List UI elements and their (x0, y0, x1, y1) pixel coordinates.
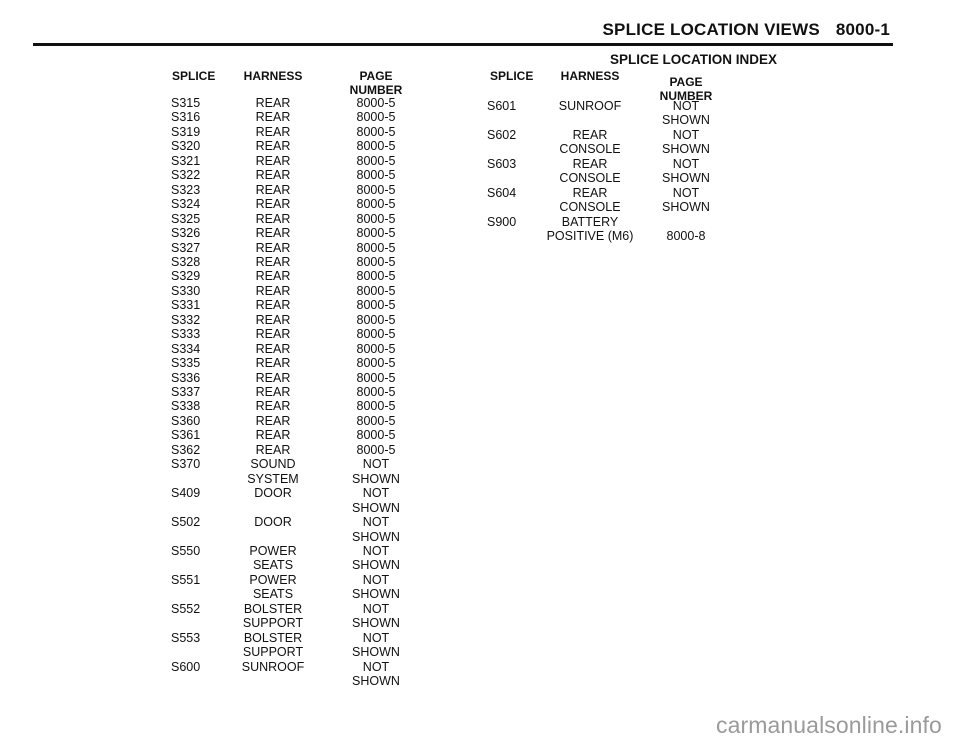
page-number-cell: 8000-5 (356, 168, 396, 183)
harness-cell: DOOR (254, 515, 292, 530)
table-row (171, 501, 431, 515)
page-number-cell: NOT (362, 486, 390, 501)
page-number-cell: 8000-5 (356, 197, 396, 212)
harness-cell: POSITIVE (M6) (546, 229, 634, 244)
page-number-cell: 8000-5 (356, 283, 396, 298)
table-row (171, 530, 431, 544)
table-row (171, 645, 431, 659)
table-row (171, 96, 431, 110)
harness-cell: REAR (572, 185, 608, 200)
page-number-cell: SHOWN (352, 587, 400, 602)
harness-cell: REAR (572, 127, 608, 142)
harness-cell: REAR (255, 254, 291, 269)
table-row (171, 587, 431, 601)
splice-cell: S551 (171, 572, 201, 587)
column-header-harness: HARNESS (243, 69, 303, 83)
table-row (171, 472, 431, 486)
splice-cell: S602 (487, 127, 517, 142)
harness-cell: REAR (255, 211, 291, 226)
page-number-cell: SHOWN (352, 529, 400, 544)
table-row (171, 544, 431, 558)
page-number-cell: SHOWN (352, 645, 400, 660)
splice-cell: S360 (171, 413, 201, 428)
table-row (487, 113, 747, 127)
harness-cell: BOLSTER (243, 601, 303, 616)
splice-cell: S324 (171, 197, 201, 212)
harness-cell: REAR (255, 269, 291, 284)
page-number-cell: SHOWN (662, 142, 710, 157)
splice-cell: S409 (171, 486, 201, 501)
table-row (171, 356, 431, 370)
watermark: carmanualsonline.info (716, 712, 942, 738)
splice-index-table-right (487, 68, 747, 268)
table-row (487, 99, 747, 113)
harness-cell: SUPPORT (242, 645, 304, 660)
page-number-cell: 8000-5 (356, 370, 396, 385)
harness-cell: REAR (255, 327, 291, 342)
index-title: SPLICE LOCATION INDEX (610, 52, 778, 67)
harness-cell: REAR (255, 399, 291, 414)
page-number-cell: 8000-5 (356, 298, 396, 313)
splice-cell: S323 (171, 182, 201, 197)
harness-cell: SUNROOF (241, 659, 305, 674)
page-number-cell: NOT (672, 99, 700, 113)
page-number-cell: 8000-5 (356, 413, 396, 428)
table-row (487, 200, 747, 214)
table-row (487, 128, 747, 142)
page-number-cell: SHOWN (352, 471, 400, 486)
splice-cell: S600 (171, 659, 201, 674)
table-row (171, 558, 431, 572)
table-row (171, 399, 431, 413)
table-row (171, 298, 431, 312)
splice-cell: S334 (171, 341, 201, 356)
splice-cell: S900 (487, 214, 517, 229)
page-number-cell: 8000-5 (356, 356, 396, 371)
page-number-cell: 8000-5 (356, 124, 396, 139)
table-row (487, 171, 747, 185)
harness-cell: REAR (572, 156, 608, 171)
table-row (171, 269, 431, 283)
column-header-page-line1: PAGE (359, 69, 393, 83)
harness-cell: SUPPORT (242, 616, 304, 631)
table-row (171, 226, 431, 240)
splice-cell: S326 (171, 226, 201, 241)
page-number-cell: SHOWN (662, 171, 710, 186)
page-number-cell: 8000-5 (356, 385, 396, 399)
harness-cell: SOUND (250, 457, 296, 472)
harness-cell: REAR (255, 413, 291, 428)
harness-cell: REAR (255, 182, 291, 197)
harness-cell: POWER (249, 543, 297, 558)
table-row (487, 186, 747, 200)
splice-cell: S327 (171, 240, 201, 255)
harness-cell: REAR (255, 370, 291, 385)
harness-cell: REAR (255, 153, 291, 168)
table-row (171, 660, 431, 674)
page-number-cell: 8000-5 (356, 327, 396, 342)
table-row (171, 342, 431, 356)
splice-cell: S321 (171, 153, 201, 168)
harness-cell: REAR (255, 283, 291, 298)
section-title: SPLICE LOCATION VIEWS (602, 20, 820, 39)
splice-index-table-left (171, 68, 431, 688)
page-number-cell: SHOWN (662, 200, 710, 215)
table-row (171, 327, 431, 341)
splice-cell: S604 (487, 185, 517, 200)
splice-cell: S325 (171, 211, 201, 226)
splice-cell: S603 (487, 156, 517, 171)
page-number-cell: NOT (362, 601, 390, 616)
table-row (487, 215, 747, 229)
table-row (171, 110, 431, 124)
splice-cell: S601 (487, 99, 517, 113)
page-number-cell: 8000-5 (356, 139, 396, 154)
harness-cell: REAR (255, 385, 291, 399)
harness-cell: REAR (255, 168, 291, 183)
harness-cell: REAR (255, 312, 291, 327)
page-number-cell: SHOWN (352, 558, 400, 573)
table-row (171, 371, 431, 385)
table-row (171, 212, 431, 226)
column-header-page-line1: PAGE (669, 75, 703, 89)
page-number-cell: SHOWN (352, 500, 400, 515)
harness-cell: REAR (255, 139, 291, 154)
harness-cell: CONSOLE (559, 200, 621, 215)
splice-cell: S550 (171, 543, 201, 558)
splice-cell: S335 (171, 356, 201, 371)
table-row (171, 139, 431, 153)
column-header-splice: SPLICE (172, 69, 216, 83)
splice-cell: S370 (171, 457, 201, 472)
harness-cell: CONSOLE (559, 142, 621, 157)
page-number-cell: SHOWN (352, 674, 400, 688)
table-row (171, 414, 431, 428)
table-row (171, 631, 431, 645)
harness-cell: BOLSTER (243, 630, 303, 645)
splice-cell: S328 (171, 254, 201, 269)
table-row (171, 125, 431, 139)
splice-cell: S330 (171, 283, 201, 298)
page-number-cell: NOT (672, 127, 700, 142)
page-number-cell: 8000-5 (356, 226, 396, 241)
splice-cell: S322 (171, 168, 201, 183)
splice-cell: S329 (171, 269, 201, 284)
page-number-cell: SHOWN (352, 616, 400, 631)
page-number-cell: 8000-8 (666, 229, 706, 244)
page-number-cell: NOT (362, 515, 390, 530)
table-row (171, 168, 431, 182)
harness-cell: REAR (255, 442, 291, 457)
harness-cell: REAR (255, 356, 291, 371)
page-number-cell: NOT (362, 543, 390, 558)
page-number-cell: 8000-5 (356, 341, 396, 356)
page-number-cell: NOT (672, 185, 700, 200)
splice-cell: S338 (171, 399, 201, 414)
harness-cell: REAR (255, 110, 291, 125)
harness-cell: SYSTEM (247, 471, 299, 486)
harness-cell: REAR (255, 226, 291, 241)
page-number-cell: 8000-5 (356, 269, 396, 284)
page-number: 8000-1 (835, 20, 890, 39)
splice-cell: S319 (171, 124, 201, 139)
page-number-cell: 8000-5 (356, 399, 396, 414)
table-row (171, 602, 431, 616)
table-row (171, 154, 431, 168)
harness-cell: REAR (255, 96, 291, 110)
harness-cell: SUNROOF (558, 99, 622, 113)
page-number-cell: 8000-5 (356, 442, 396, 457)
page-number-cell: 8000-5 (356, 240, 396, 255)
table-row (171, 486, 431, 500)
column-header-harness: HARNESS (560, 69, 620, 83)
harness-cell: POWER (249, 572, 297, 587)
page-number-cell: NOT (362, 572, 390, 587)
table-row (171, 241, 431, 255)
table-row (171, 573, 431, 587)
splice-cell: S315 (171, 96, 201, 110)
splice-cell: S553 (171, 630, 201, 645)
page-number-cell: NOT (362, 630, 390, 645)
table-row (487, 229, 747, 243)
column-header-page-line2: NUMBER (349, 83, 403, 97)
page-number-cell: 8000-5 (356, 211, 396, 226)
splice-cell: S331 (171, 298, 201, 313)
harness-cell: CONSOLE (559, 171, 621, 186)
harness-cell: REAR (255, 124, 291, 139)
page-number-cell: 8000-5 (356, 110, 396, 125)
splice-cell: S361 (171, 428, 201, 443)
harness-cell: REAR (255, 240, 291, 255)
page-number-cell: 8000-5 (356, 254, 396, 269)
splice-cell: S502 (171, 515, 201, 530)
harness-cell: BATTERY (561, 214, 619, 229)
page-number-cell: 8000-5 (356, 428, 396, 443)
table-row (171, 313, 431, 327)
splice-cell: S337 (171, 385, 201, 399)
table-row (171, 197, 431, 211)
page-number-cell: SHOWN (662, 113, 710, 128)
splice-cell: S320 (171, 139, 201, 154)
splice-cell: S552 (171, 601, 201, 616)
splice-cell: S316 (171, 110, 201, 125)
harness-cell: REAR (255, 197, 291, 212)
table-row (171, 674, 431, 688)
page-header (603, 20, 890, 40)
page-number-cell: NOT (362, 457, 390, 472)
splice-cell: S362 (171, 442, 201, 457)
table-row (171, 428, 431, 442)
splice-cell: S336 (171, 370, 201, 385)
page-number-cell: 8000-5 (356, 182, 396, 197)
table-row (171, 183, 431, 197)
table-row (171, 457, 431, 471)
harness-cell: REAR (255, 428, 291, 443)
table-row (171, 515, 431, 529)
harness-cell: REAR (255, 341, 291, 356)
page-number-cell: NOT (362, 659, 390, 674)
page-number-cell: NOT (672, 156, 700, 171)
table-row (487, 142, 747, 156)
page-number-cell: 8000-5 (356, 96, 396, 110)
splice-cell: S332 (171, 312, 201, 327)
column-header-page (336, 69, 416, 97)
header-rule (33, 43, 893, 46)
harness-cell: DOOR (254, 486, 292, 501)
harness-cell: SEATS (252, 558, 294, 573)
table-row (171, 255, 431, 269)
table-row (171, 616, 431, 630)
table-row (171, 385, 431, 399)
splice-cell: S333 (171, 327, 201, 342)
column-header-splice: SPLICE (490, 69, 534, 83)
table-row (171, 284, 431, 298)
table-row (171, 443, 431, 457)
harness-cell: REAR (255, 298, 291, 313)
page-number-cell: 8000-5 (356, 153, 396, 168)
column-header-page-line2: NUMBER (659, 89, 713, 103)
table-row (487, 157, 747, 171)
page-number-cell: 8000-5 (356, 312, 396, 327)
harness-cell: SEATS (252, 587, 294, 602)
